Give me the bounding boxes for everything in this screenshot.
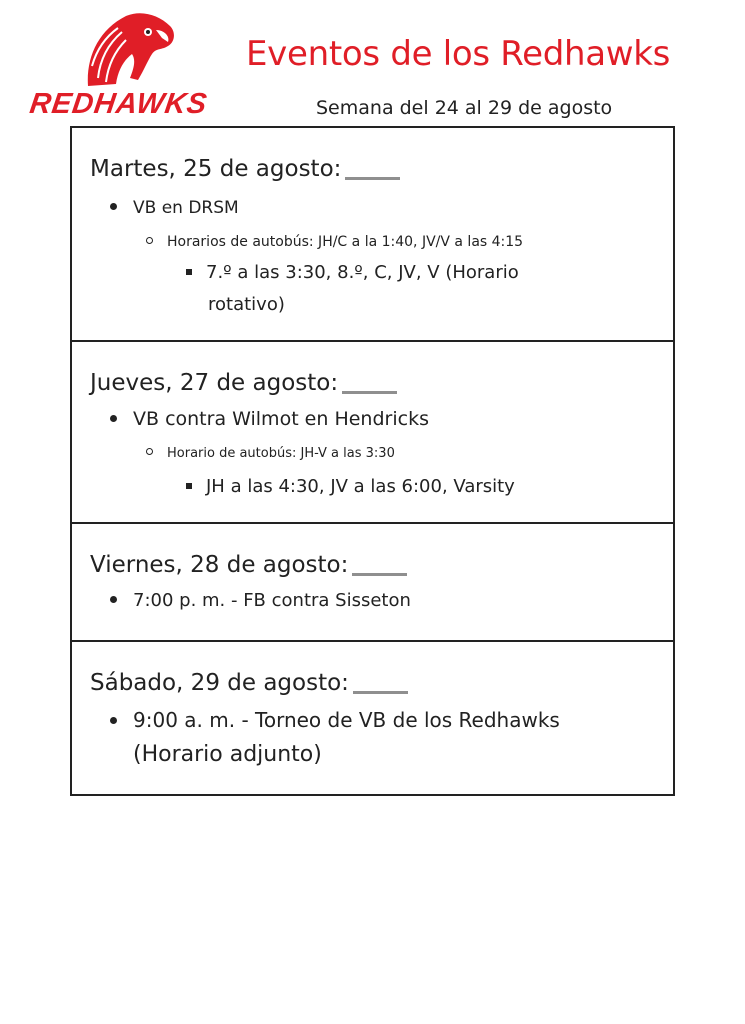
list-detail: 7.º a las 3:30, 8.º, C, JV, V (Horario [186,262,519,283]
hawk-head-icon [78,8,178,90]
list-item: 9:00 a. m. - Torneo de VB de los Redhawks [110,708,560,732]
page-title: Eventos de los Redhawks [246,34,671,74]
event-cell-friday [72,524,673,642]
bullet-icon [110,203,117,210]
bullet-icon [110,596,117,603]
list-item: VB en DRSM [110,198,239,218]
square-bullet-icon [186,269,192,275]
day-heading: Sábado, 29 de agosto: [90,670,408,696]
list-detail-continuation: rotativo) [208,294,285,315]
list-item: VB contra Wilmot en Hendricks [110,408,429,430]
bullet-icon [110,415,117,422]
list-item: 7:00 p. m. - FB contra Sisseton [110,590,411,611]
day-heading: Viernes, 28 de agosto: [90,552,407,578]
event-cell-tuesday [72,128,673,342]
event-cell-saturday [72,642,673,794]
list-detail: JH a las 4:30, JV a las 6:00, Varsity [186,476,515,497]
circle-bullet-icon [146,237,153,244]
redhawks-logo [28,8,228,118]
logo-wordmark: REDHAWKS [27,88,210,120]
list-item-continuation: (Horario adjunto) [133,742,322,767]
circle-bullet-icon [146,448,153,455]
day-heading: Martes, 25 de agosto: [90,156,400,182]
events-table [70,126,675,796]
event-cell-thursday [72,342,673,524]
list-subitem: Horarios de autobús: JH/C a la 1:40, JV/V a las 4:15 [146,234,523,250]
week-subtitle: Semana del 24 al 29 de agosto [316,97,613,119]
bullet-icon [110,717,117,724]
square-bullet-icon [186,483,192,489]
list-subitem: Horario de autobús: JH-V a las 3:30 [146,446,395,461]
day-heading: Jueves, 27 de agosto: [90,370,397,396]
